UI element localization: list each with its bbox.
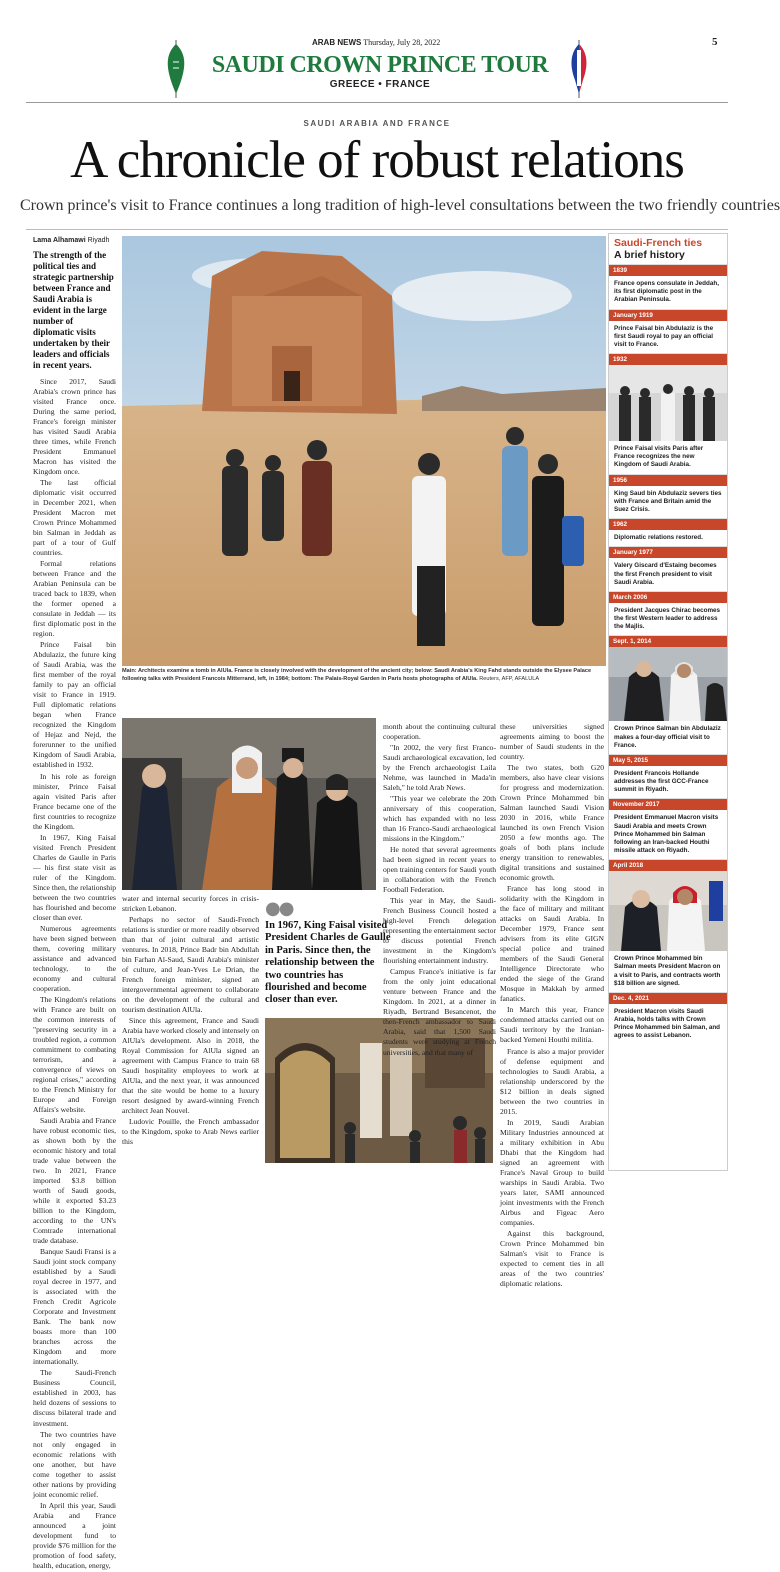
caption-text: Main: Architects examine a tomb in AlUla. France is closely involved with the development of the ancient city; below: Saudi Arabia's King Fahd stands outside the Elysee Palace following talks with President Francois Mitterrand, left, in 1984; bottom: The Palais-Royal Garden in Paris hosts photographs of AlUla.: [122, 668, 592, 682]
paragraph: The two states, both G20 members, also have clear visions for progress and modernization. Crown Prince Mohammed bin Salman launched Saudi Vision 2030 in 2016, while France launched its own French Vision 2050 a few months ago. The goals of both plans include energy transition to renewables, digital transitions and sustained economic growth.: [500, 763, 604, 883]
paragraph: "This year we celebrate the 20th anniversary of this cooperation, which has expanded with no less than 16 Franco-Saudi archaeological missions in the Kingdom.": [383, 794, 496, 844]
paragraph: Since 2017, Saudi Arabia's crown prince has visited France once. During the same period, France's foreign minister has visited Saudi Arabia three times, while French President Emmanuel Macron has visited the Kingdom once.: [33, 376, 116, 477]
paragraph: In 1967, King Faisal visited French President Charles de Gaulle in Paris — his first state visit as ruler of the Kingdom. Since then, the relationship between the two countries has flourished and become closer than ever.: [33, 832, 116, 922]
paragraph: Banque Saudi Fransi is a Saudi joint stock company established by a Saudi royal decree in 1977, and is associated with the French Credit Agricole Corporate and Investment Bank. The bank now boasts more than 100 branches across the Kingdom and more internationally.: [33, 1247, 116, 1367]
paragraph: This year in May, the Saudi-French Business Council hosted a high-level French delegation representing the entertainment sector to discuss potential French investment in the Kingdom's flourishing entertainment industry.: [383, 896, 496, 966]
timeline-text: Prince Faisal visits Paris after France recognizes the new Kingdom of Saudi Arabia.: [609, 441, 727, 475]
author: Lama Alhamawi: [33, 237, 86, 244]
paragraph: Numerous agreements have been signed between them, covering military assistance and advanced technology, to the economy and cultural cooperation.: [33, 923, 116, 993]
timeline-date: 1932: [609, 354, 727, 365]
timeline-text: Diplomatic relations restored.: [609, 530, 727, 547]
timeline-text: Crown Prince Salman bin Abdulaziz makes a four-day official visit to France.: [609, 721, 727, 755]
paragraph: Against this background, Crown Prince Mohammed bin Salman's visit to France is expected to cement ties in all areas of the two countries' diplomatic relations.: [500, 1228, 604, 1288]
column-1: [33, 236, 116, 1572]
timeline-date: 1956: [609, 475, 727, 486]
quote-mark-icon: ●●: [265, 898, 293, 919]
paragraph: He noted that several agreements had been signed in recent years to open training centers for Saudi youth in collaboration with the French Football Federation.: [383, 845, 496, 895]
timeline-date: 1962: [609, 519, 727, 530]
timeline-text: President Macron visits Saudi Arabia, holds talks with Crown Prince Mohammed bin Salman, and agrees to assist Lebanon.: [614, 1007, 721, 1040]
paragraph: France is also a major provider of defense equipment and technologies to Saudi Arabia, a relationship underscored by the $12 billion in deals signed between the two countries in 2015.: [500, 1046, 604, 1116]
timeline-text: King Saud bin Abdulaziz severs ties with France and Britain amid the Suez Crisis.: [609, 486, 727, 520]
paragraph: In April this year, Saudi Arabia and France announced a joint development fund to provide $76 million for the promotion of food safety, health, education, energy,: [33, 1500, 116, 1570]
paragraph: The Kingdom's relations with France are built on the common interests of "preserving security in a troubled region, a common commitment to combating terrorism, and a convergence of views on regional crises," according to the French Ministry for Europe and Foreign Affairs's website.: [33, 994, 116, 1115]
paragraph: France has long stood in solidarity with the Kingdom in the face of military and militant attacks on Saudi Arabia. In December 1979, France sent advisers from its elite GIGN special police and trained members of the Saudi General Intelligence Directorate who ended the siege of the Grand Mosque in Makkah by armed fanatics.: [500, 884, 604, 1004]
standfirst: Crown prince's visit to France continues a long tradition of high-level consultations between the two friendly countries: [20, 197, 780, 214]
timeline-text: Crown Prince Mohammed bin Salman meets President Macron on a visit to Paris, and contracts worth $18 billion are signed.: [609, 951, 727, 993]
dateline-location: Riyadh: [87, 237, 110, 244]
sidebar-subtitle: A brief history: [614, 248, 685, 261]
paragraph: Since this agreement, France and Saudi Arabia have worked closely and intensely on AlUla's development. Also in 2018, the Royal Commission for AlUla signed an agreement with Campus France to train 68 Saudi hospitality employees to work at AlUla, and the next year, it was announced that the site would be home to a luxury resort designed by award-winning French architect Jean Nouvel.: [122, 1016, 259, 1116]
timeline-date: May 5, 2015: [609, 755, 727, 766]
timeline-text: President Jacques Chirac becomes the first Western leader to address the Majlis.: [609, 603, 727, 637]
column-4: [500, 722, 604, 1290]
timeline-date: November 2017: [609, 799, 727, 810]
byline: [33, 236, 116, 245]
paragraph: The last official diplomatic visit occurred in December 2021, when President Macron met Crown Prince Mohammed bin Salman in Jeddah as part of a tour of Gulf countries.: [33, 478, 116, 558]
page-number: 5: [712, 36, 718, 48]
header-rule: [26, 102, 728, 103]
timeline-photo-2018: [609, 871, 727, 951]
french-flag-icon: [567, 40, 591, 98]
timeline-photo-2014: [609, 647, 727, 721]
paragraph: these universities signed agreements aiming to boost the number of Saudi students in the country.: [500, 722, 604, 762]
timeline-date: January 1977: [609, 547, 727, 558]
paragraph: "In 2002, the very first Franco-Saudi archaeological excavation, led by the French archaeologist Laila Nehme, was launched in Mada'in Saleh," he told Arab News.: [383, 743, 496, 793]
tour-banner-title: SAUDI CROWN PRINCE TOUR: [211, 52, 549, 78]
paragraph: Ludovic Pouille, the French ambassador to the Kingdom, spoke to Arab News earlier this: [122, 1117, 259, 1147]
timeline-date: April 2018: [609, 860, 727, 871]
paragraph: Formal relations between France and the Arabian Peninsula can be traced back to 1839, when the former opened a consulate in Jeddah — its first diplomatic post in the region.: [33, 559, 116, 639]
timeline-date: Dec. 4, 2021: [609, 993, 727, 1004]
paragraph: Prince Faisal bin Abdulaziz, the future king of Saudi Arabia, was the first member of the royal family to pay an official visit to France in 1919. Full diplomatic relations began when France recognized the Kingdom of Hejaz and Nejd, the forerunner to the unified Kingdom of Saudi Arabia, established in 1932.: [33, 640, 116, 770]
lede: The strength of the political ties and strategic partnership between France and Saudi Arabia is evident in the large number of diplomatic visits undertaken by their leaders and officials in recent years.: [33, 250, 114, 370]
issue-date: Thursday, July 28, 2022: [363, 38, 441, 47]
paragraph: The two countries have not only engaged in economic relations with one another, but have come together to assist other nations by providing joint economic relief.: [33, 1429, 116, 1499]
headline: A chronicle of robust relations: [70, 131, 684, 189]
paragraph: In 2019, Saudi Arabian Military Industries announced at a military exhibition in Abu Dhabi that the Kingdom had signed an agreement with France's Naval Group to build warships in Saudi Arabia. Two years later, SAMI announced joint investments with the French Airbus and Figeac Aero companies.: [500, 1117, 604, 1227]
photo-credit: Reuters, AFP, AFALULA: [479, 675, 540, 682]
publication-name: ARAB NEWS: [312, 38, 362, 47]
title-rule: [26, 229, 728, 230]
paragraph: Saudi Arabia and France have robust economic ties, as shown both by the economic history and total trade value between the two. In 2021, France imported $3.8 billion worth of Saudi goods, while it exported $3.23 billion to the Kingdom, according to the UN's Comtrade international trade database.: [33, 1116, 116, 1246]
paragraph: water and internal security forces in crisis-stricken Lebanon.: [122, 894, 259, 914]
section-label: SAUDI ARABIA AND FRANCE: [303, 119, 451, 128]
timeline-date: Sept. 1, 2014: [609, 636, 727, 647]
pull-quote: [265, 900, 391, 1007]
paragraph: Perhaps no sector of Saudi-French relations is sturdier or more readily observed than that of joint cultural and artistic ventures. In 2018, Prince Badr bin Abdullah bin Farhan Al-Saud, Saudi Arabia's minister of culture, and Jean-Yves Le Drian, the French foreign minister, signed an intergovernmental agreement to collaborate on the development of the cultural and tourism destination AlUla.: [122, 915, 259, 1015]
tour-banner-subtitle: GREECE • FRANCE: [329, 79, 431, 90]
pull-quote-text: In 1967, King Faisal visited President Charles de Gaulle in Paris. Since then, the relationship between the two countries has flourished and become closer than ever.: [265, 920, 391, 1006]
timeline-text: President Francois Hollande addresses the first GCC-France summit in Riyadh.: [609, 766, 727, 800]
main-photo-alula: [122, 236, 606, 666]
column-2: [122, 894, 259, 1148]
photo-caption: [122, 668, 606, 683]
sidebar-title: Saudi-French ties: [614, 237, 703, 249]
timeline-date: March 2006: [609, 592, 727, 603]
timeline-text: France opens consulate in Jeddah, its first diplomatic post in the Arabian Peninsula.: [609, 276, 727, 310]
column-3: [383, 722, 496, 1059]
timeline-text: Valery Giscard d'Estaing becomes the first French president to visit Saudi Arabia.: [609, 558, 727, 592]
timeline-text: President Emmanuel Macron visits Saudi Arabia and meets Crown Prince Mohammed bin Salman following an Iran-backed Houthi missile attack on Riyadh.: [609, 810, 727, 860]
paragraph: In his role as foreign minister, Prince Faisal again visited Paris after France became one of the first countries to recognize the Kingdom.: [33, 771, 116, 831]
sidebar-header: [609, 234, 727, 265]
paragraph: The Saudi-French Business Council, established in 2003, has held dozens of sessions to discuss bilateral trade and investment.: [33, 1368, 116, 1428]
timeline-photo-1932: [609, 365, 727, 441]
dateline: [312, 38, 672, 47]
photo-king-fahd-elysee: [122, 718, 376, 890]
timeline-date: January 1919: [609, 310, 727, 321]
paragraph: Campus France's initiative is far from the only joint educational venture between France and the Kingdom. In 2021, at a dinner in Riyadh, Bertrand Besancenot, the then-French ambassador to Saudi Arabia, said that 1,500 Saudi students were studying at French universities, and that many of: [383, 967, 496, 1057]
timeline-sidebar: [608, 233, 728, 1171]
paragraph: In March this year, France condemned attacks carried out on Saudi territory by the Iranian-backed Yemeni Houthi militia.: [500, 1005, 604, 1045]
timeline-date: 1839: [609, 265, 727, 276]
paragraph: month about the continuing cultural cooperation.: [383, 722, 496, 742]
timeline-text: Prince Faisal bin Abdulaziz is the first Saudi royal to pay an official visit to France.: [609, 321, 727, 355]
